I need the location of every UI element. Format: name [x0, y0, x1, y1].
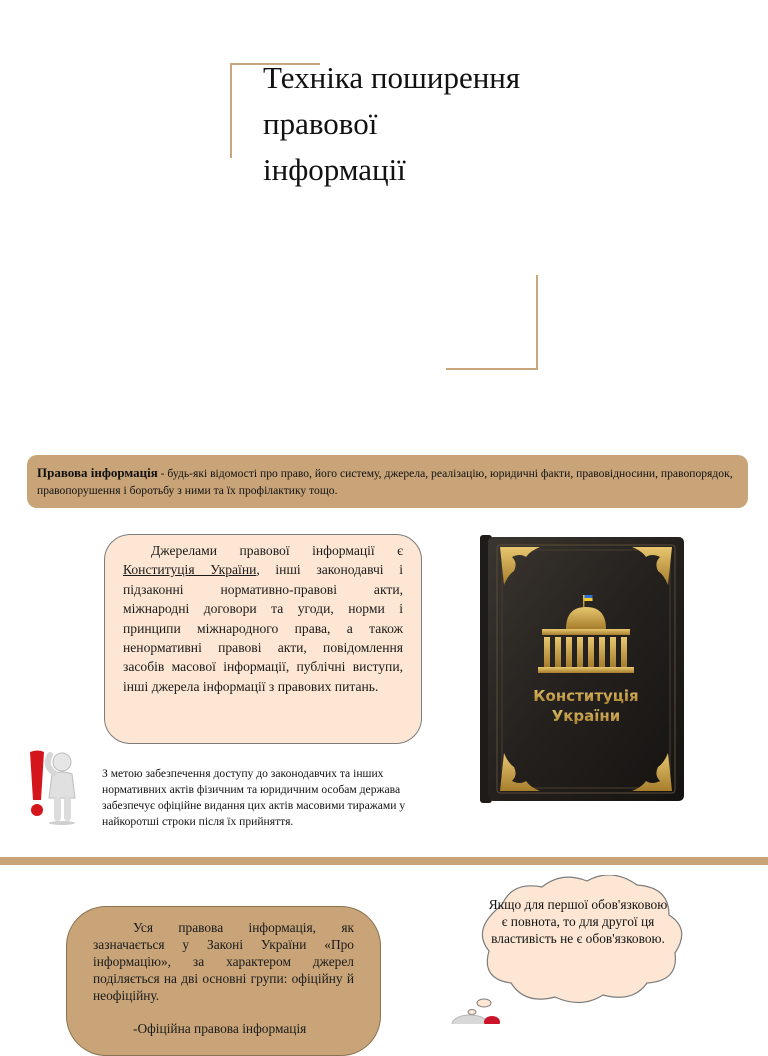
book-cover-line1: Конституція	[533, 687, 639, 705]
definition-term: Правова інформація	[37, 465, 158, 480]
info-groups-box	[66, 906, 381, 1056]
slide-divider	[0, 857, 768, 865]
title-frame-line	[230, 63, 232, 158]
book-cover-line2: України	[551, 707, 621, 725]
constitution-link: Конституція України	[123, 562, 257, 578]
exclamation-figure-icon	[24, 748, 80, 826]
access-note: З метою забезпечення доступу до законодавчих та інших нормативних актів фізичним та юридичним особам держава забезпечує офіційне видання цих актів масовими тиражами у найкоротші строки після їх прийняття.	[102, 767, 406, 828]
slide-title: Техніка поширення правової інформації	[263, 60, 521, 187]
constitution-book-image	[480, 535, 686, 803]
sources-rest: , інші законодавчі і підзаконні нормативно-правові акти, міжнародні договори та угоди, норми і принципи міжнародного права, а також ненормативні правові акти, повідомлення засобів масової інформації, публічні виступи, інші джерела інформації з правових питань.	[123, 562, 403, 694]
groups-paragraph: Уся правова інформація, як зазначається у Законі України «Про інформацію», за характером джерел поділяється на дві основні групи: офіційну й неофіційну.	[93, 920, 354, 1003]
title-frame-line	[446, 368, 538, 370]
official-paragraph: -Офіційна правова інформація	[133, 1021, 307, 1036]
sources-intro: Джерелами правової інформації є	[151, 543, 403, 558]
cloud-text: Якщо для першої обов'язковою є повнота, то для другої ця властивість не є обов'язковою.	[488, 897, 668, 946]
figure-partial-icon	[448, 1010, 508, 1024]
definition-text: - будь-які відомості про право, його систему, джерела, реалізацію, юридичні факти, правовідносини, правопорядок, правопорушення і боротьбу з ними та їх профілактику тощо.	[37, 467, 733, 497]
title-frame-line	[536, 275, 538, 370]
definition-banner	[27, 455, 748, 508]
sources-box	[104, 534, 422, 744]
